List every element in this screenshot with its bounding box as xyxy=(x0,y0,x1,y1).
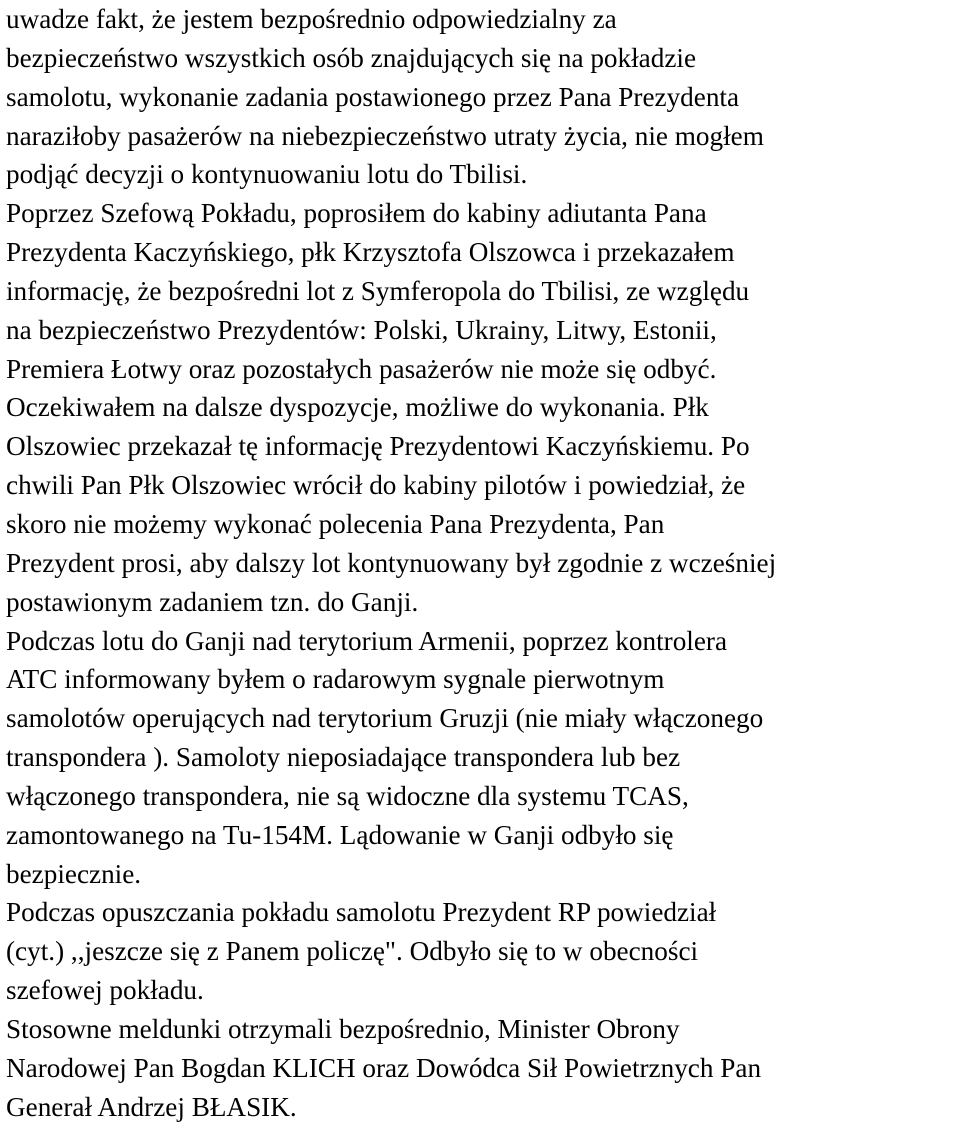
text-line: Poprzez Szefową Pokładu, poprosiłem do kabiny adiutanta Pana xyxy=(6,198,707,229)
text-line: transpondera ). Samoloty nieposiadające transpondera lub bez xyxy=(6,742,681,773)
text-line: szefowej pokładu. xyxy=(6,975,204,1006)
text-line: bezpieczeństwo wszystkich osób znajdujących się na pokładzie xyxy=(6,42,697,73)
text-line: Prezydent prosi, aby dalszy lot kontynuowany był zgodnie z wcześniej xyxy=(6,547,777,578)
text-line: włączonego transpondera, nie są widoczne dla systemu TCAS, xyxy=(6,780,689,811)
document-page xyxy=(6,0,958,1126)
text-line: samolotu, wykonanie zadania postawionego przez Pana Prezydenta xyxy=(6,81,740,112)
text-line: uwadze fakt, że jestem bezpośrednio odpowiedzialny za xyxy=(6,4,617,34)
text-line: Generał Andrzej BŁASIK. xyxy=(6,1091,297,1122)
text-line: Olszowiec przekazał tę informację Prezydentowi Kaczyńskiemu. Po xyxy=(6,431,750,462)
text-line: Prezydenta Kaczyńskiego, płk Krzysztofa Olszowca i przekazałem xyxy=(6,237,735,268)
text-line: samolotów operujących nad terytorium Gruzji (nie miały włączonego xyxy=(6,703,764,734)
text-line: postawionym zadaniem tzn. do Ganji. xyxy=(6,586,419,617)
text-line: (cyt.) ,,jeszcze się z Panem policzę". Odbyło się to w obecności xyxy=(6,936,699,967)
text-line: Podczas lotu do Ganji nad terytorium Armenii, poprzez kontrolera xyxy=(6,625,728,656)
text-line: podjąć decyzji o kontynuowaniu lotu do Tbilisi. xyxy=(6,159,528,190)
text-line: na bezpieczeństwo Prezydentów: Polski, Ukrainy, Litwy, Estonii, xyxy=(6,314,717,345)
text-line: informację, że bezpośredni lot z Symferopola do Tbilisi, ze względu xyxy=(6,275,750,306)
text-line: skoro nie możemy wykonać polecenia Pana Prezydenta, Pan xyxy=(6,508,665,539)
text-line: Narodowej Pan Bogdan KLICH oraz Dowódca Sił Powietrznych Pan xyxy=(6,1052,762,1083)
text-line: Stosowne meldunki otrzymali bezpośrednio, Minister Obrony xyxy=(6,1013,680,1044)
text-line: ATC informowany byłem o radarowym sygnale pierwotnym xyxy=(6,664,665,695)
text-line: naraziłoby pasażerów na niebezpieczeństwo utraty życia, nie mogłem xyxy=(6,120,764,151)
text-line: Premiera Łotwy oraz pozostałych pasażerów nie może się odbyć. xyxy=(6,353,717,384)
text-line: Podczas opuszczania pokładu samolotu Prezydent RP powiedział xyxy=(6,897,717,928)
text-line: bezpiecznie. xyxy=(6,858,142,889)
text-line: Oczekiwałem na dalsze dyspozycje, możliwe do wykonania. Płk xyxy=(6,392,709,423)
text-line: zamontowanego na Tu-154M. Lądowanie w Ganji odbyło się xyxy=(6,819,674,850)
text-line: chwili Pan Płk Olszowiec wrócił do kabiny pilotów i powiedział, że xyxy=(6,470,746,501)
